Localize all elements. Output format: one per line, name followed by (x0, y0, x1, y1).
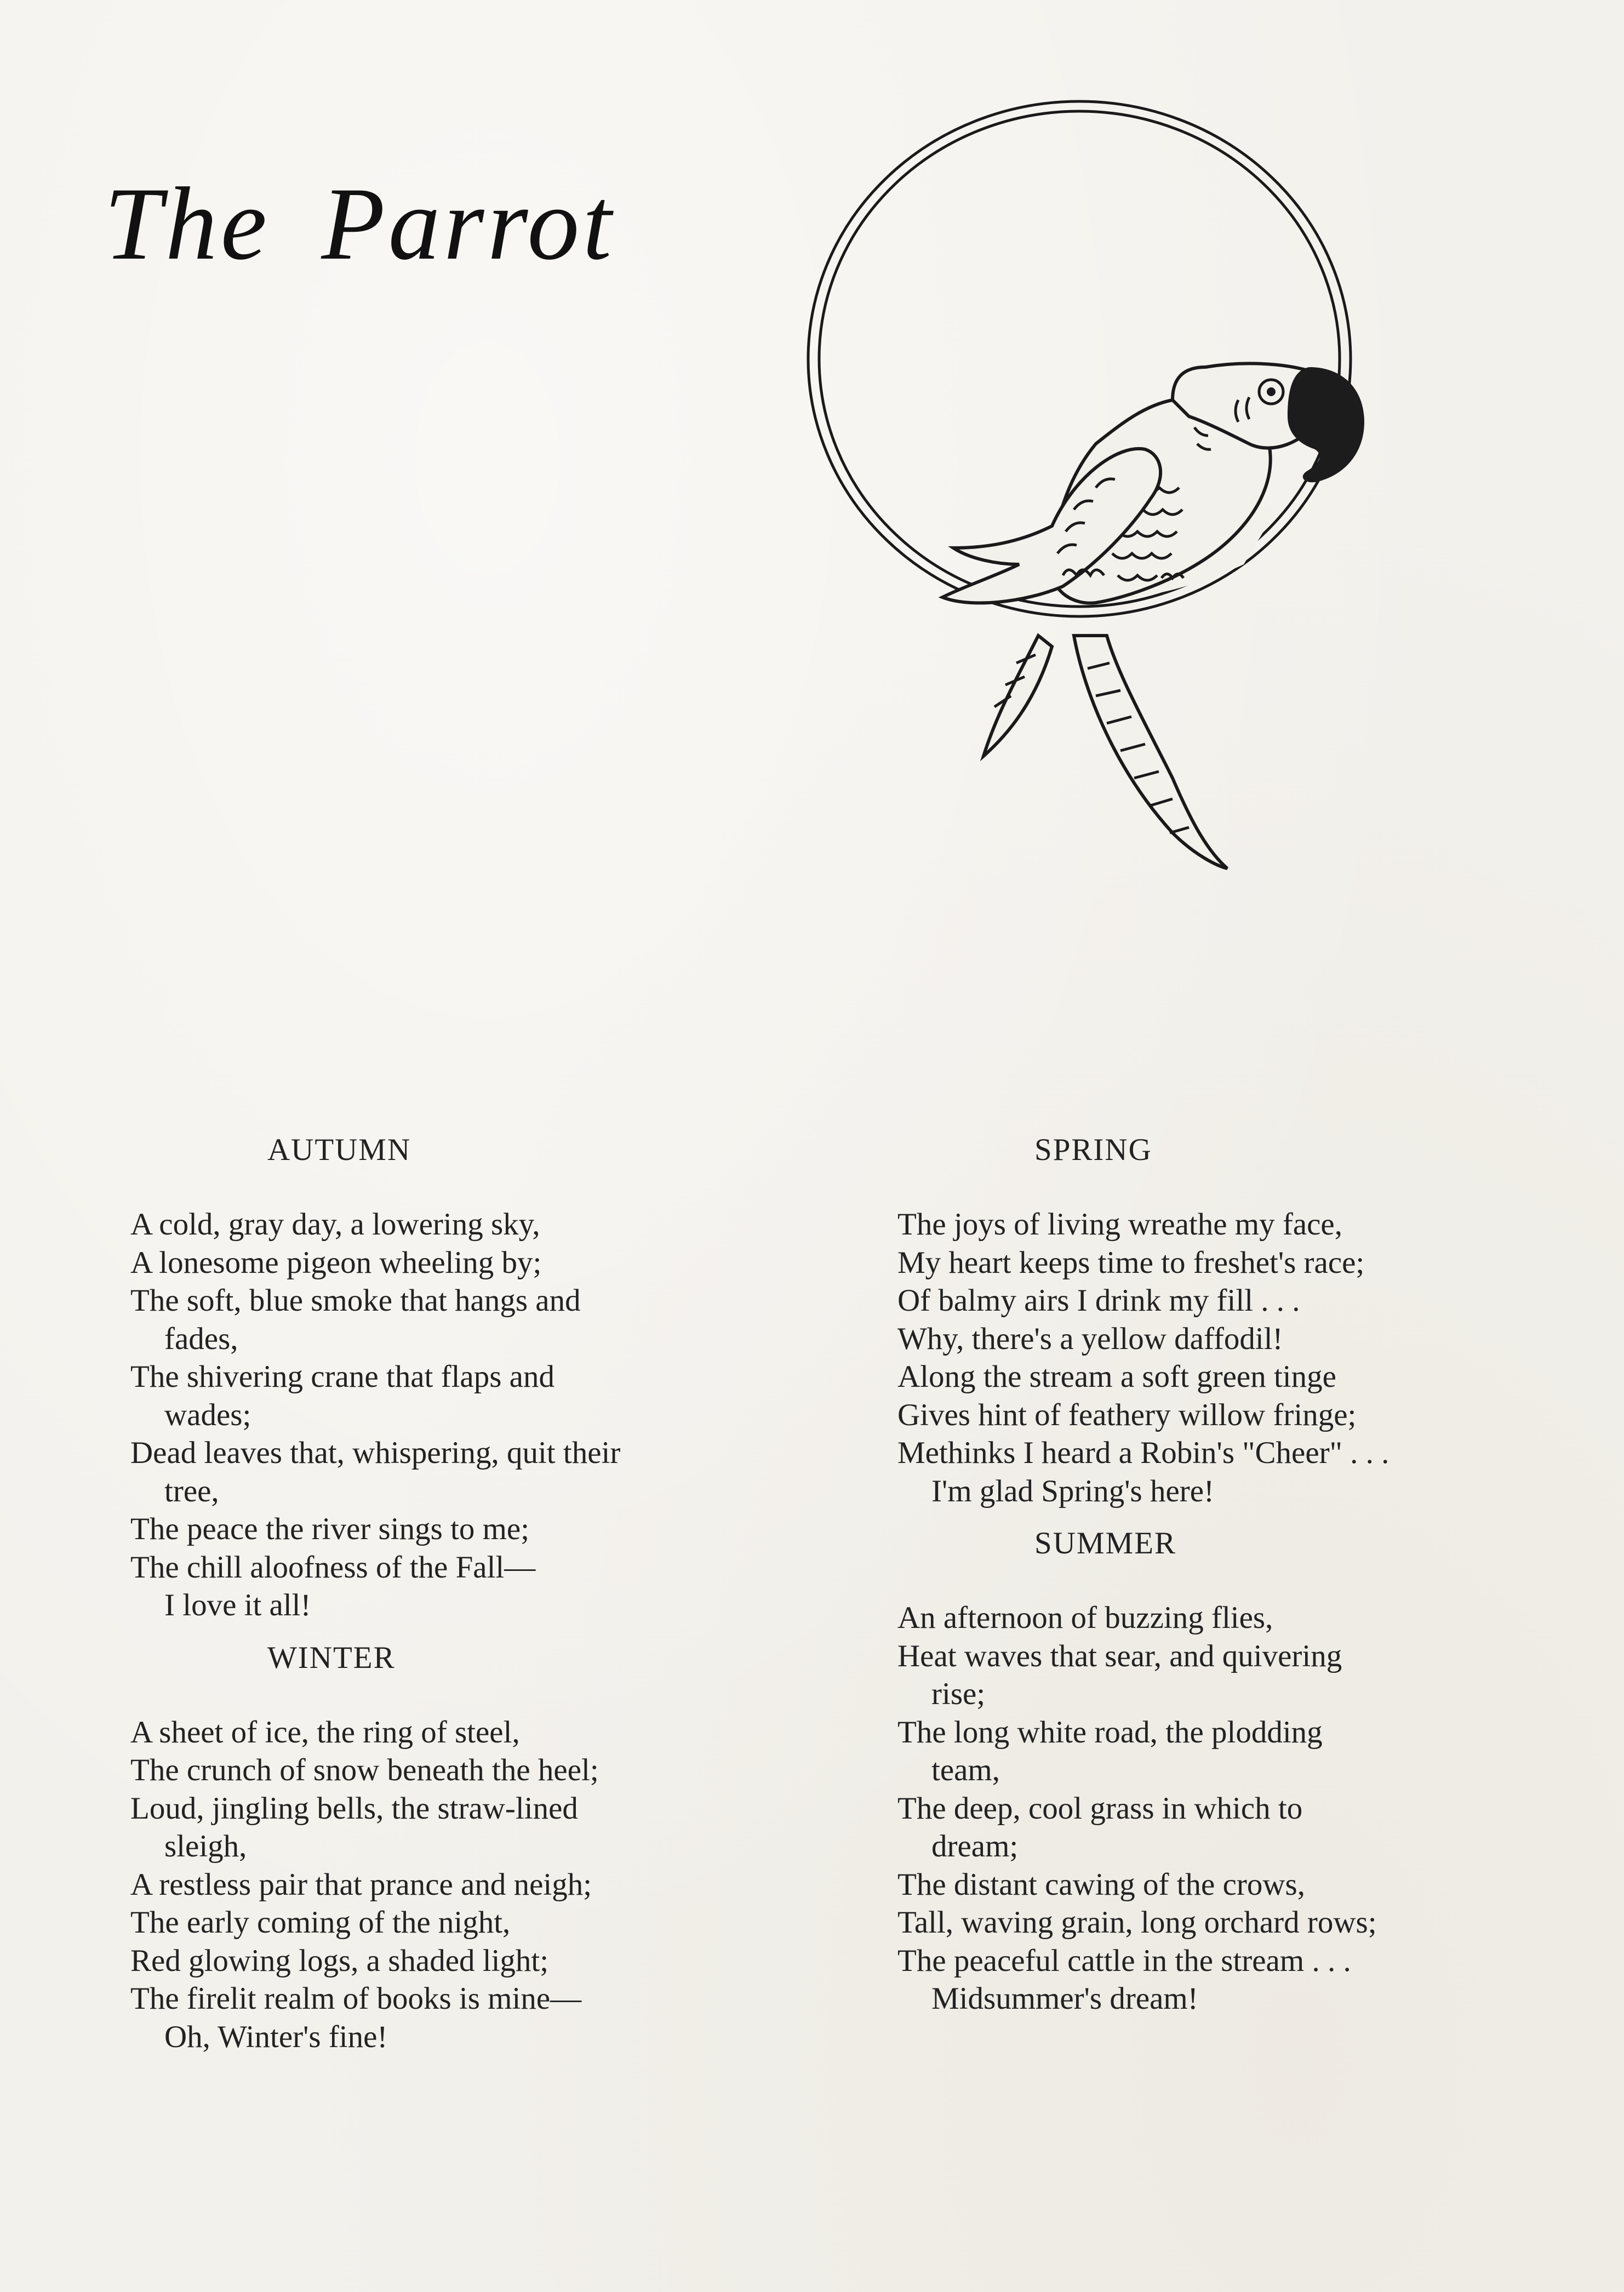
verse-line: Dead leaves that, whispering, quit their (130, 1436, 621, 1470)
verse-line: Along the stream a soft green tinge (897, 1359, 1336, 1394)
verse-line: Why, there's a yellow daffodil! (897, 1321, 1283, 1356)
verse-line: fades, (164, 1321, 238, 1356)
stanza-spring (897, 1205, 1500, 1510)
verse-line: sleigh, (164, 1829, 247, 1864)
verse-line: Tall, waving grain, long orchard rows; (897, 1905, 1377, 1940)
section-heading-summer: SUMMER (1034, 1526, 1177, 1561)
verse-line: Gives hint of feathery willow fringe; (897, 1397, 1357, 1432)
verse-line: The distant cawing of the crows, (897, 1867, 1305, 1902)
stanza-winter (130, 1713, 733, 2056)
verse-line: Heat waves that sear, and quivering (897, 1638, 1342, 1673)
verse-line: I love it all! (164, 1588, 311, 1622)
verse-line: Methinks I heard a Robin's "Cheer" . . . (897, 1436, 1389, 1470)
verse-line: The early coming of the night, (130, 1905, 511, 1940)
verse-line: wades; (164, 1397, 251, 1432)
verse-line: dream; (931, 1829, 1019, 1864)
right-column (897, 1129, 1500, 2030)
verse-line: My heart keeps time to freshet's race; (897, 1245, 1365, 1280)
section-heading-spring: SPRING (1034, 1133, 1152, 1167)
verse-line: I'm glad Spring's here! (931, 1473, 1215, 1508)
verse-line: The joys of living wreathe my face, (897, 1207, 1342, 1242)
verse-line: The chill aloofness of the Fall— (130, 1550, 536, 1585)
verse-line: A restless pair that prance and neigh; (130, 1867, 592, 1902)
stanza-autumn (130, 1205, 733, 1625)
verse-line: The peace the river sings to me; (130, 1512, 530, 1546)
left-column (130, 1129, 733, 2068)
section-heading-winter: WINTER (267, 1640, 396, 1675)
verse-line: The firelit realm of books is mine— (130, 1981, 582, 2016)
verse-line: The shivering crane that flaps and (130, 1359, 554, 1394)
page-title: The Parrot (104, 167, 615, 282)
verse-line: The peaceful cattle in the stream . . . (897, 1943, 1351, 1978)
verse-line: rise; (931, 1677, 986, 1711)
verse-line: Oh, Winter's fine! (164, 2019, 388, 2054)
verse-line: Red glowing logs, a shaded light; (130, 1943, 549, 1978)
verse-line: A cold, gray day, a lowering sky, (130, 1207, 540, 1242)
verse-line: A lonesome pigeon wheeling by; (130, 1245, 542, 1280)
stanza-summer (897, 1599, 1500, 2018)
verse-line: Midsummer's dream! (931, 1981, 1198, 2016)
verse-line: An afternoon of buzzing flies, (897, 1601, 1273, 1635)
verse-line: The soft, blue smoke that hangs and (130, 1283, 581, 1318)
verse-line: Loud, jingling bells, the straw-lined (130, 1791, 578, 1826)
verse-line: tree, (164, 1473, 219, 1508)
verse-line: Of balmy airs I drink my fill . . . (897, 1283, 1300, 1318)
verse-line: A sheet of ice, the ring of steel, (130, 1714, 520, 1750)
verse-line: team, (931, 1753, 1000, 1787)
verse-line: The crunch of snow beneath the heel; (130, 1753, 599, 1787)
section-heading-autumn: AUTUMN (267, 1133, 411, 1167)
verse-line: The long white road, the plodding (897, 1714, 1323, 1750)
parrot-on-ring-icon (789, 93, 1414, 893)
verse-line: The deep, cool grass in which to (897, 1791, 1303, 1826)
